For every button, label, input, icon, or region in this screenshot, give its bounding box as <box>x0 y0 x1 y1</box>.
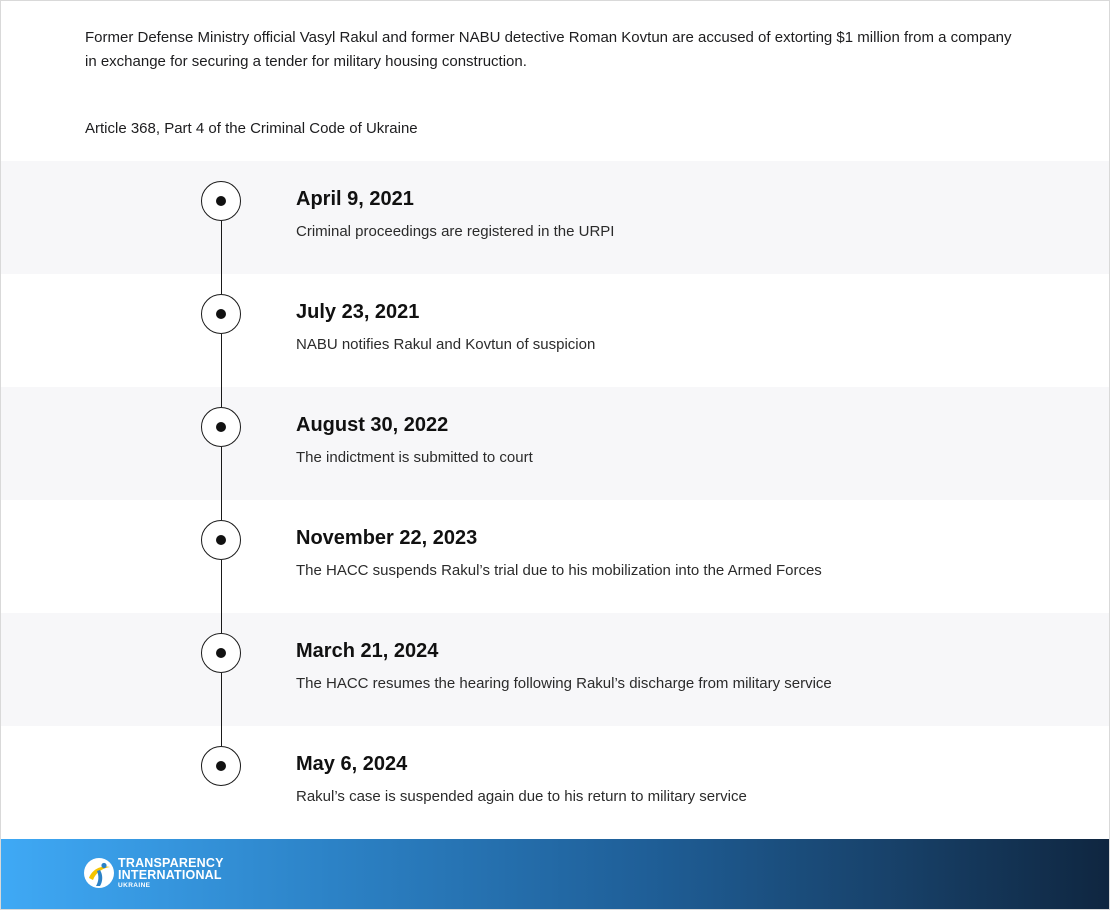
timeline-description: The HACC suspends Rakul’s trial due to his mobilization into the Armed Forces <box>296 562 822 579</box>
logo-text-ukraine: UKRAINE <box>118 881 151 889</box>
timeline-description: The HACC resumes the hearing following Rakul’s discharge from military service <box>296 675 832 692</box>
timeline-node-icon <box>201 746 241 786</box>
timeline-item <box>1 613 1109 726</box>
timeline-connector <box>221 274 222 294</box>
timeline-connector <box>221 221 222 274</box>
timeline-date: April 9, 2021 <box>296 188 414 210</box>
timeline-connector <box>221 334 222 387</box>
timeline-item <box>1 161 1109 274</box>
timeline-node-icon <box>201 294 241 334</box>
timeline-description: NABU notifies Rakul and Kovtun of suspicion <box>296 336 596 353</box>
logo-text-transparency: TRANSPARENCY <box>118 855 224 870</box>
footer-banner <box>1 839 1109 909</box>
case-summary: Former Defense Ministry official Vasyl Rakul and former NABU detective Roman Kovtun are accused of extorting $1 million from a company in exchange for securing a tender for military housing construction. <box>85 29 1012 70</box>
timeline-description: The indictment is submitted to court <box>296 449 533 466</box>
timeline-description: Rakul’s case is suspended again due to his return to military service <box>296 788 747 805</box>
timeline-date: August 30, 2022 <box>296 414 449 436</box>
timeline-date: July 23, 2021 <box>296 301 420 323</box>
criminal-code-article: Article 368, Part 4 of the Criminal Code of Ukraine <box>85 120 418 137</box>
timeline-description: Criminal proceedings are registered in the URPI <box>296 223 615 240</box>
timeline-node-icon <box>201 633 241 673</box>
timeline-connector <box>221 613 222 633</box>
timeline-connector <box>221 447 222 500</box>
timeline-item <box>1 387 1109 500</box>
timeline-item <box>1 726 1109 839</box>
timeline-connector <box>221 500 222 520</box>
timeline-node-icon <box>201 181 241 221</box>
timeline-node-icon <box>201 520 241 560</box>
timeline-item <box>1 500 1109 613</box>
timeline-date: May 6, 2024 <box>296 753 408 775</box>
timeline-item <box>1 274 1109 387</box>
ti-logo-icon <box>83 857 115 889</box>
timeline-connector <box>221 560 222 613</box>
timeline-connector <box>221 673 222 726</box>
timeline-date: March 21, 2024 <box>296 640 439 662</box>
timeline-connector <box>221 726 222 746</box>
transparency-international-logo[interactable] <box>83 856 224 890</box>
logo-wordmark <box>118 857 224 890</box>
logo-text-international: INTERNATIONAL <box>118 868 222 883</box>
timeline-node-icon <box>201 407 241 447</box>
timeline-date: November 22, 2023 <box>296 527 478 549</box>
timeline-connector <box>221 387 222 407</box>
case-timeline <box>1 161 1109 839</box>
